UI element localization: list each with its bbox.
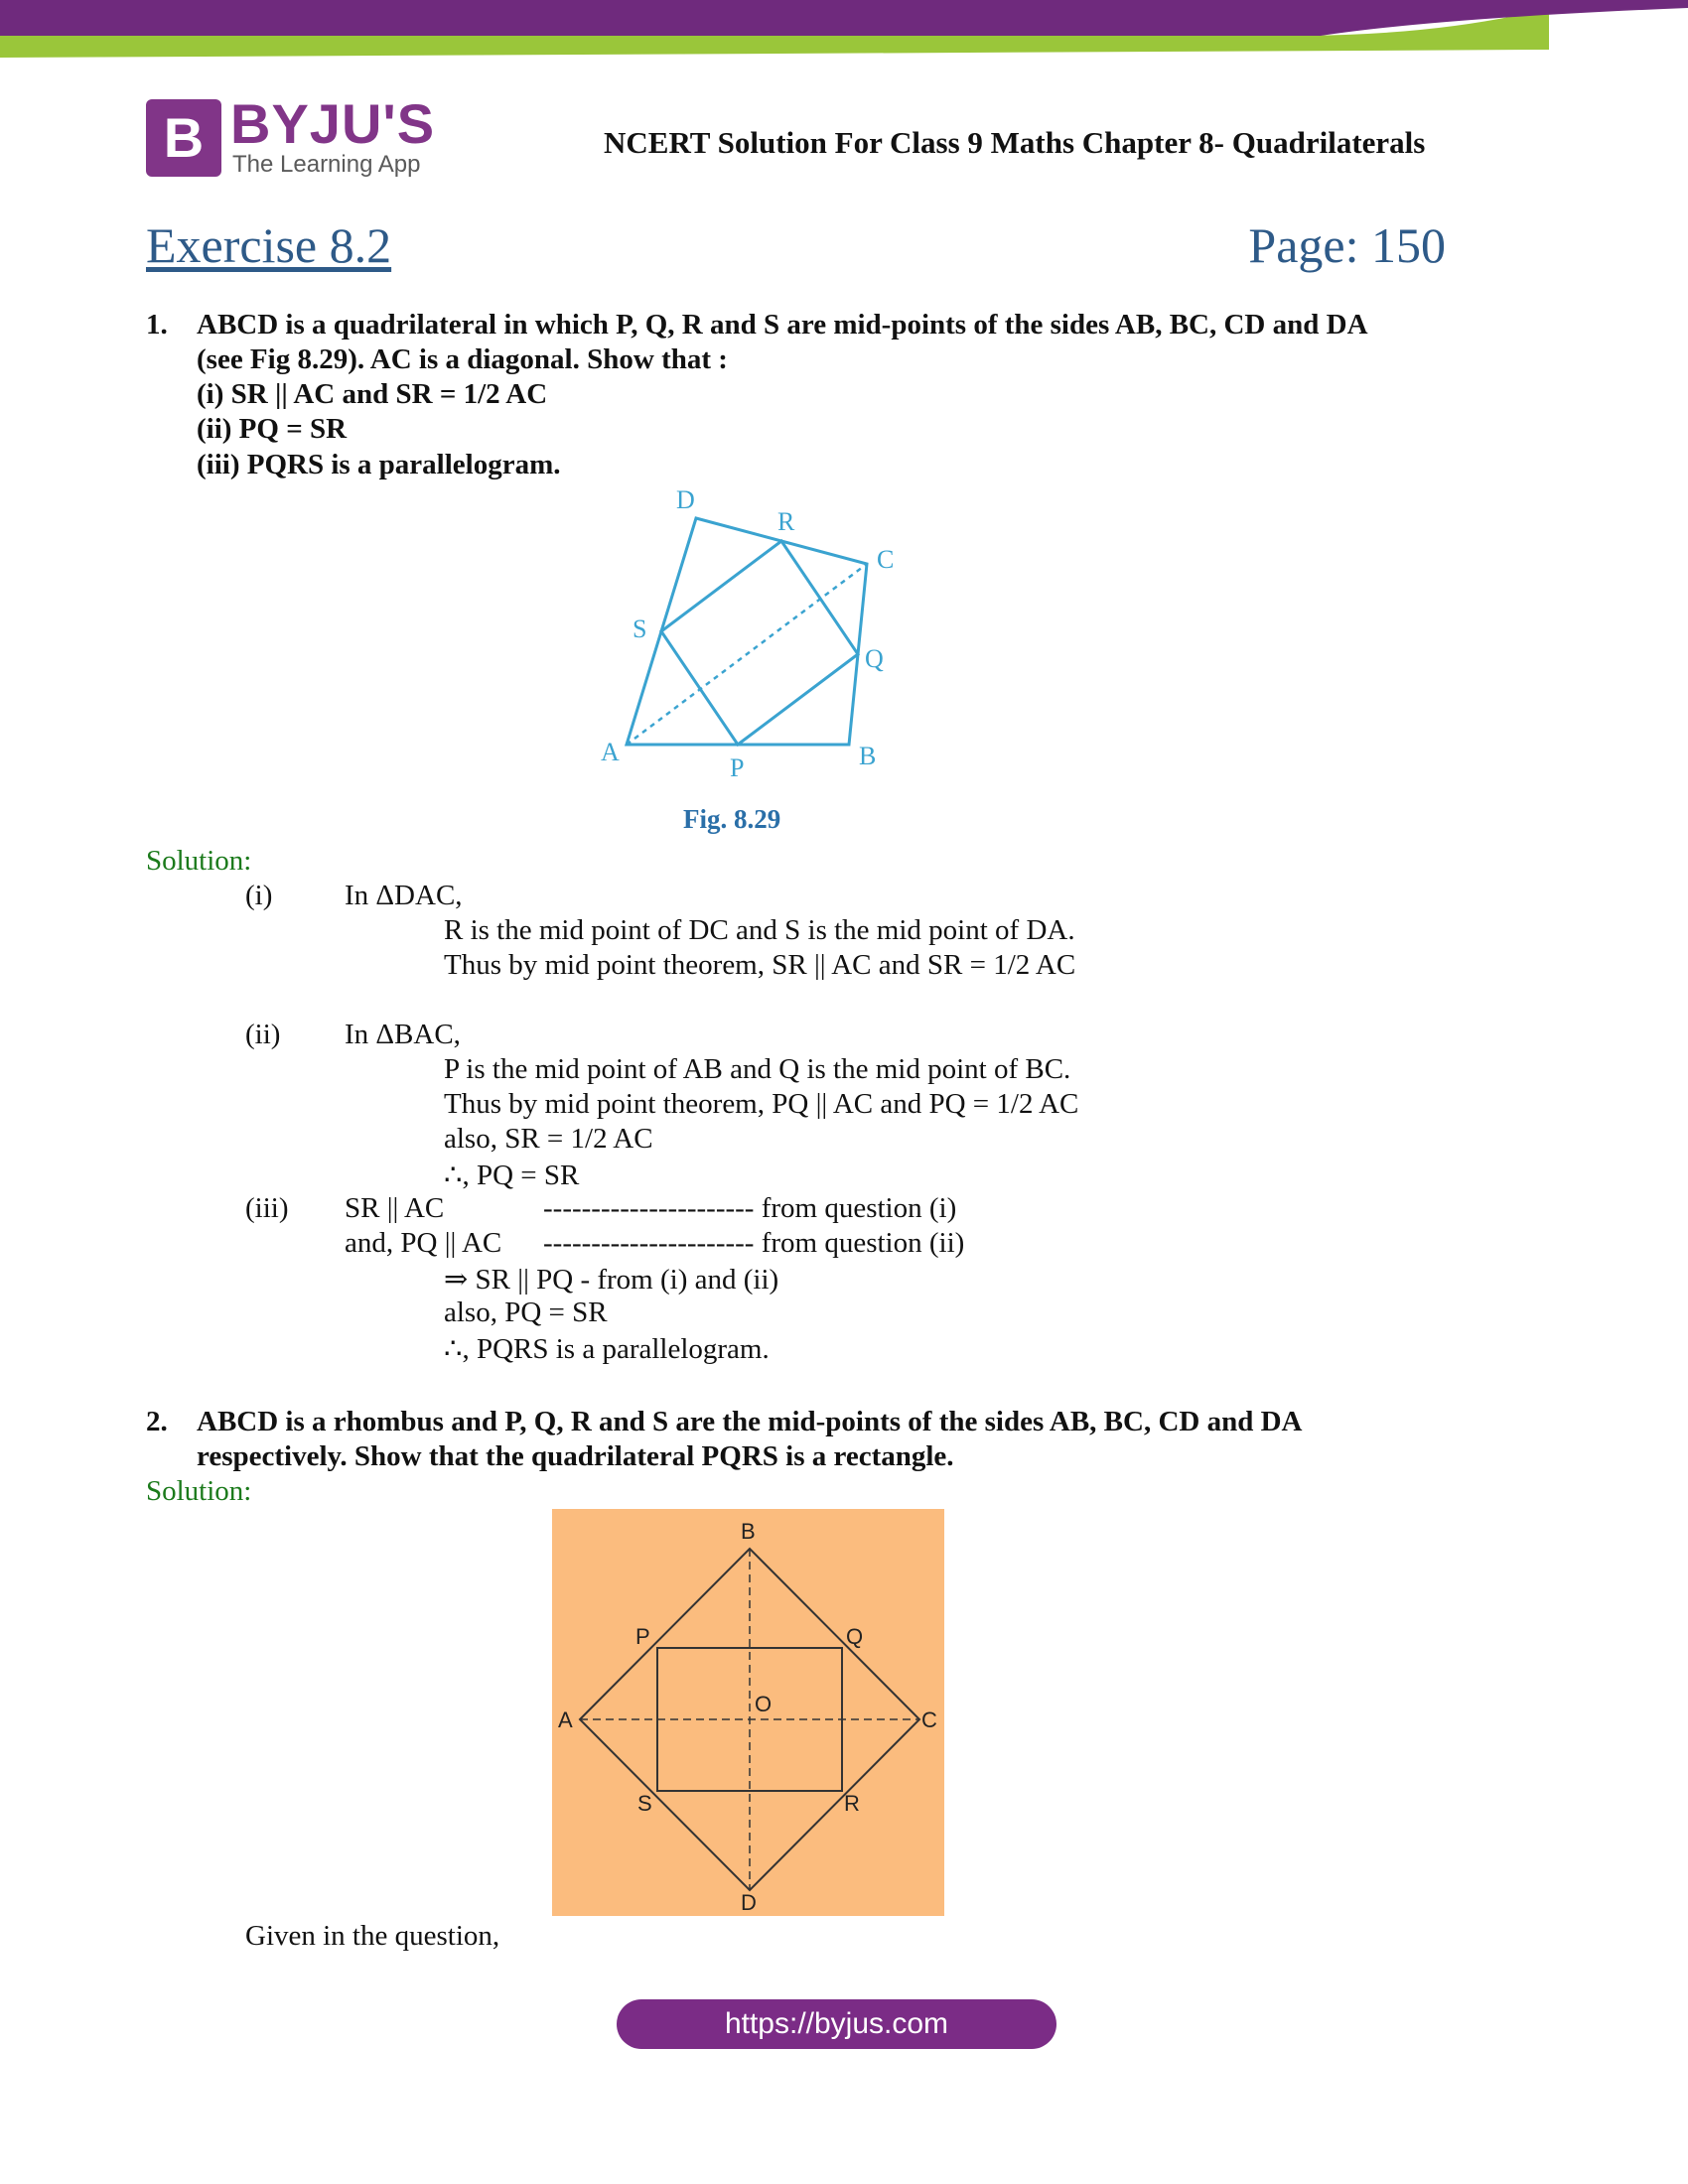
label-b: B [859,742,877,770]
part-number: (i) [245,880,273,911]
label-s: S [633,614,647,643]
label-b: B [741,1519,756,1544]
solution-line: ---------------------- from question (ii) [543,1227,965,1259]
label-o: O [755,1692,773,1716]
solution-line: ⇒ SR || PQ - from (i) and (ii) [444,1264,779,1296]
question-2-line: ABCD is a rhombus and P, Q, R and S are the mid-points of the sides AB, BC, CD and DA [197,1406,1303,1437]
label-p: P [635,1624,650,1649]
question-1-line: ABCD is a quadrilateral in which P, Q, R and S are mid-points of the sides AB, BC, CD and DA [197,309,1368,341]
part-intro: In ΔBAC, [345,1019,461,1050]
label-c: C [921,1707,937,1732]
solution-line: ---------------------- from question (i) [543,1192,957,1224]
figure-caption: Fig. 8.29 [683,804,781,834]
question-2-number: 2. [146,1406,168,1437]
label-p: P [730,753,745,782]
question-1-line: (see Fig 8.29). AC is a diagonal. Show that : [197,343,728,375]
label-r: R [844,1791,860,1816]
document-title: NCERT Solution For Class 9 Maths Chapter 8- Quadrilaterals [604,125,1426,160]
question-1-line: (ii) PQ = SR [197,413,348,445]
solution-line: Thus by mid point theorem, SR || AC and SR = 1/2 AC [444,949,1076,981]
part-intro: In ΔDAC, [345,880,463,911]
label-q: Q [846,1624,864,1649]
solution-line: R is the mid point of DC and S is the mid point of DA. [444,914,1075,946]
byjus-logo [146,92,436,181]
question-2-line: respectively. Show that the quadrilateral PQRS is a rectangle. [197,1440,954,1472]
part-number: (ii) [245,1019,281,1050]
solution-line: and, PQ || AC [345,1227,502,1259]
solution-line: ∴, PQRS is a parallelogram. [444,1333,770,1365]
diagonal-ac [627,564,867,745]
logo-tagline: The Learning App [232,151,421,178]
solution-line: ∴, PQ = SR [444,1160,580,1191]
solution-label: Solution: [146,1475,252,1507]
solution-line: SR || AC [345,1192,445,1224]
solution-line: P is the mid point of AB and Q is the mid point of BC. [444,1053,1071,1085]
label-d: D [741,1890,757,1915]
logo-badge: B [146,99,221,177]
label-q: Q [865,644,884,673]
footer-url-link[interactable]: https://byjus.com [617,1999,1056,2049]
exercise-title: Exercise 8.2 [146,217,392,273]
label-d: D [676,485,695,514]
logo-brand-text: BYJU'S [230,92,436,155]
solution-line: Given in the question, [245,1920,500,1952]
figure-background [552,1509,944,1916]
solution-line: also, PQ = SR [444,1297,608,1328]
page-number: Page: 150 [1248,217,1446,273]
solution-line: also, SR = 1/2 AC [444,1123,653,1155]
question-1-line: (iii) PQRS is a parallelogram. [197,449,561,480]
top-band [0,0,1688,62]
label-s: S [637,1791,652,1816]
solution-label: Solution: [146,845,252,877]
figure-8-29 [591,477,909,814]
label-a: A [601,738,620,766]
parallelogram-pqrs [661,541,858,745]
rhombus-figure [552,1509,944,1916]
label-c: C [877,545,895,574]
part-number: (iii) [245,1192,289,1224]
solution-line: Thus by mid point theorem, PQ || AC and PQ = 1/2 AC [444,1088,1079,1120]
question-1-line: (i) SR || AC and SR = 1/2 AC [197,378,548,410]
question-1-number: 1. [146,309,168,341]
label-a: A [558,1707,573,1732]
label-r: R [777,507,795,536]
